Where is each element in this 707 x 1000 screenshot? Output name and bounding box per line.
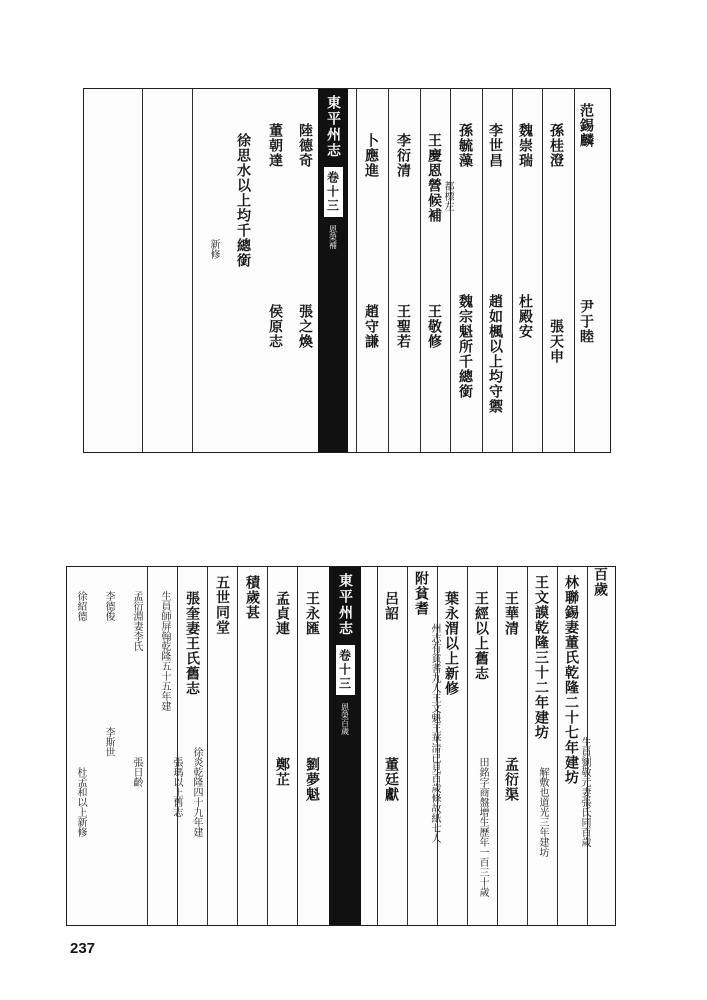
category-heading: 五世同堂 [214,575,230,635]
name-entry: 田銘字商盤增生歷年一百三十歲 [477,757,488,897]
column-rule [574,89,575,452]
book-title: 東平州志 [325,95,341,159]
name-entry: 卜應進 [363,133,379,178]
name-entry: 王敬修 [426,304,442,349]
name-entry: 林聯錫妻董氏乾隆二十七年建坊 [563,575,579,785]
page-header-banner [318,89,348,452]
column-rule [527,567,528,925]
name-entry: 董廷獻 [383,757,399,802]
column-rule [147,567,148,925]
name-entry: 孫桂澄 [548,123,564,168]
name-entry: 劉夢魁 [304,757,320,802]
column-rule [356,89,357,452]
juan-label: 卷十三 [324,167,343,217]
name-entry: 孟貞連 [274,591,290,636]
name-entry: 李衍清 [395,133,411,178]
column-rule [297,567,298,925]
column-rule [237,567,238,925]
column-rule [377,567,378,925]
column-rule [192,89,193,452]
book-title: 東平州志 [337,573,353,637]
category-heading: 百歲 [592,567,608,597]
bottom-page [66,566,616,926]
column-rule [267,567,268,925]
column-rule [177,567,178,925]
name-entry: 侯原志 [267,304,283,349]
annotation: 新修 [208,239,219,259]
section-label: 恩榮百歲 [340,703,350,735]
name-entry: 董朝達 [267,123,283,168]
column-rule [542,89,543,452]
name-entry: 葉永渭以上新修 [443,591,459,696]
name-entry: 鄭芷 [274,757,290,787]
column-rule [207,567,208,925]
name-entry: 徐紹德 [75,591,86,621]
name-entry: 魏崇瑞 [517,123,533,168]
name-entry: 徐炎乾隆四十九年建 [191,747,202,837]
name-entry: 孟衍淵妻李氏 [131,591,142,651]
name-entry: 張奎妻王氏舊志 [184,591,200,696]
column-rule [420,89,421,452]
column-rule [467,567,468,925]
name-entry: 張日齡 [131,757,142,787]
annotation: 都標左 [442,181,453,211]
page-header-banner [329,567,361,925]
name-entry: 王華清 [503,591,519,636]
column-rule [482,89,483,452]
folio-mark: 七 [334,379,345,389]
name-entry: 生員師屏翰乾隆五十五年建 [159,591,170,711]
column-rule [407,567,408,925]
name-entry: 范錫麟 [578,103,594,148]
annotation: 州志有貧耆九人王文魁王華清已見百歲條故紙七人 [429,623,440,843]
category-heading: 積歲甚 [244,575,260,620]
column-rule [388,89,389,452]
name-entry: 徐思水以上均千總銜 [235,133,251,268]
column-rule [557,567,558,925]
name-entry: 趙如楓以上均守禦 [487,294,503,414]
column-rule [512,89,513,452]
name-entry: 孫毓藻 [457,123,473,168]
name-entry: 王經以上舊志 [473,591,489,681]
name-entry: 王慶恩營候補 [426,133,442,223]
name-entry: 李斯世 [103,727,114,757]
name-entry: 趙守謙 [363,304,379,349]
name-entry: 孟衍渠 [503,757,519,802]
name-entry: 王聖若 [395,304,411,349]
name-entry: 張瑪以上舊志 [171,757,182,817]
category-heading: 附貧耆 [413,571,429,616]
name-entry: 張天申 [548,319,564,364]
column-rule [142,89,143,452]
section-label: 恩榮補 [328,225,338,249]
name-entry: 李德俊 [103,591,114,621]
juan-label: 卷十三 [336,645,355,695]
name-entry: 張之煥 [297,304,313,349]
name-entry: 杜殿安 [517,294,533,339]
name-entry: 生員劉敬元妻張氏同百歲 [579,737,590,847]
column-rule [497,567,498,925]
page-number: 237 [70,940,96,957]
name-entry: 魏宗魁所千總銜 [457,294,473,399]
name-entry: 李世昌 [487,123,503,168]
name-entry: 王文謨乾隆三十二年建坊 [533,575,549,740]
name-entry: 杜孟和以上新修 [75,767,86,837]
name-entry: 呂詔 [383,591,399,621]
top-page [83,88,611,453]
name-entry: 解敷也道光三年建坊 [537,767,548,857]
name-entry: 王永匯 [304,591,320,636]
column-rule [450,89,451,452]
name-entry: 尹于睦 [578,299,594,344]
name-entry: 陸德奇 [297,123,313,168]
